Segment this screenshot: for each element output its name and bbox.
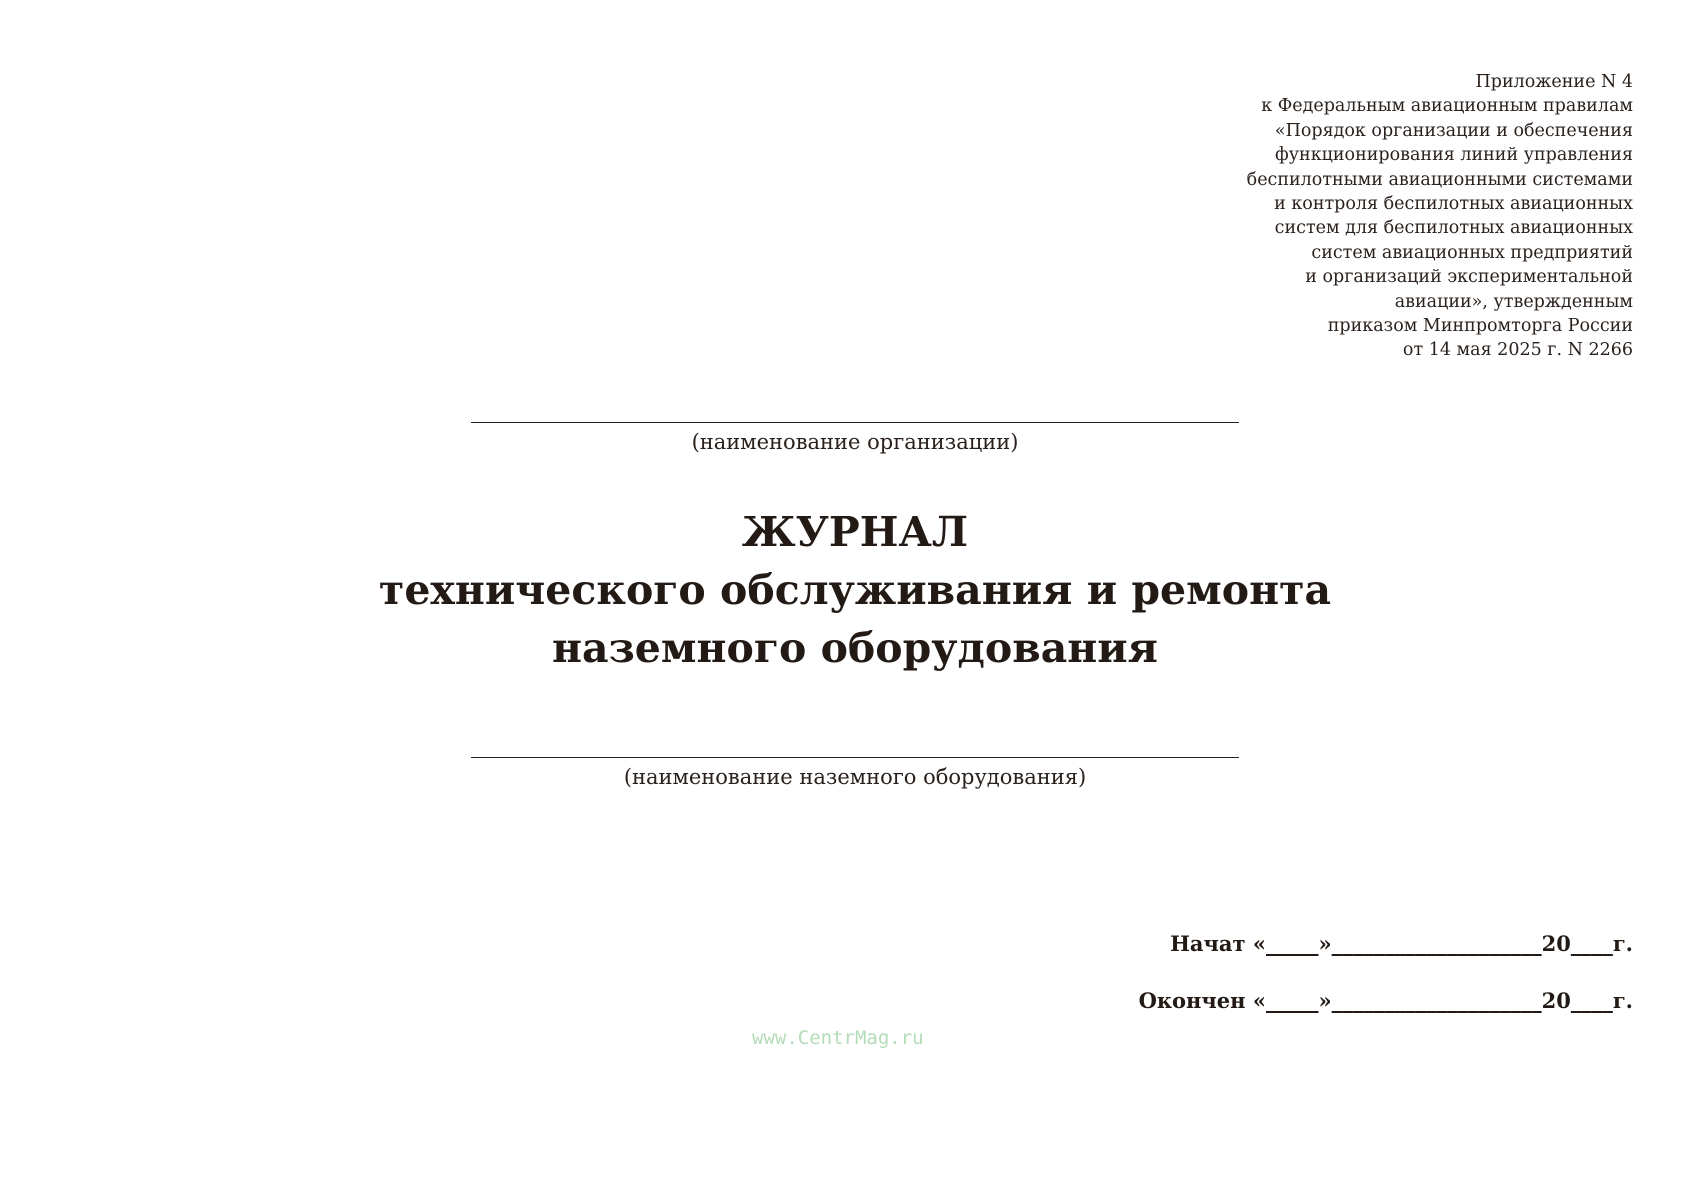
title-heading: ЖУРНАЛ	[741, 508, 969, 556]
appendix-line: и организаций экспериментальной	[1305, 267, 1633, 288]
document-title	[300, 503, 1410, 677]
appendix-line: функционирования линий управления	[1275, 145, 1633, 166]
organization-name-caption: (наименование организации)	[691, 430, 1019, 454]
equipment-name-line	[471, 757, 1239, 758]
equipment-name-caption: (наименование наземного оборудования)	[623, 765, 1087, 789]
watermark: www.CentrMag.ru	[752, 1027, 924, 1049]
organization-name-line	[471, 422, 1239, 423]
start-date-line: Начат «_____»____________________20____г.	[1170, 931, 1633, 956]
title-line-2: технического обслуживания и ремонта	[378, 566, 1332, 614]
appendix-line: Приложение N 4	[1475, 72, 1633, 92]
title-line-3: наземного оборудования	[552, 624, 1158, 672]
appendix-line: и контроля беспилотных авиационных	[1274, 194, 1633, 215]
end-date-line: Окончен «_____»____________________20____г.	[1138, 988, 1633, 1013]
appendix-line: к Федеральным авиационным правилам	[1261, 96, 1633, 117]
appendix-line: приказом Минпромторга России	[1327, 316, 1633, 337]
appendix-line: авиации», утвержденным	[1394, 291, 1633, 312]
appendix-header	[1153, 70, 1633, 363]
appendix-line: систем авиационных предприятий	[1311, 242, 1633, 263]
appendix-line: «Порядок организации и обеспечения	[1274, 120, 1633, 141]
appendix-line: беспилотными авиационными системами	[1246, 169, 1633, 190]
appendix-line: от 14 мая 2025 г. N 2266	[1402, 340, 1633, 361]
appendix-line: систем для беспилотных авиационных	[1274, 218, 1633, 239]
